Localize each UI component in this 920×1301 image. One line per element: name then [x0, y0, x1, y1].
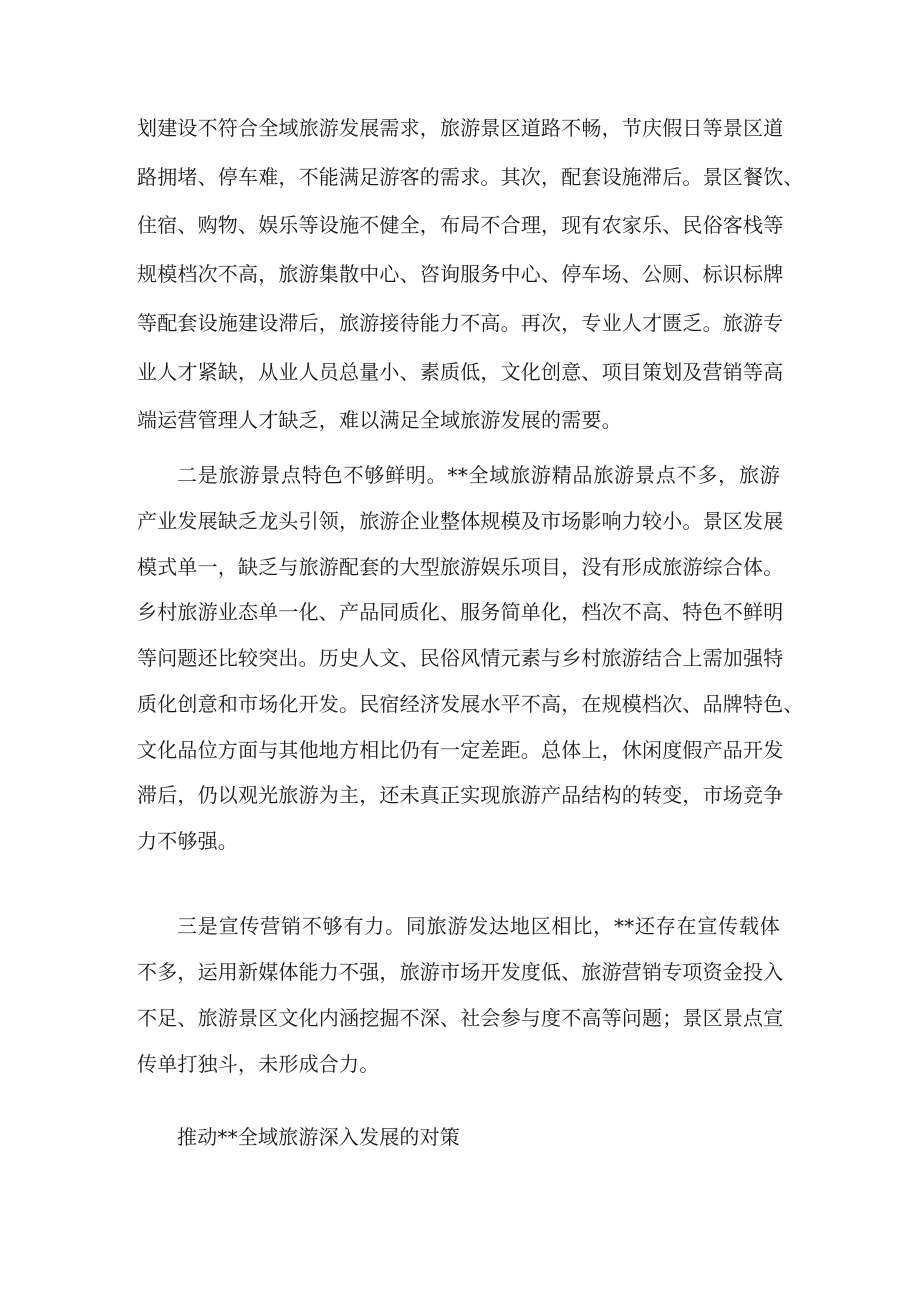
- paragraph-marketing: [137, 903, 784, 1087]
- text-line: 文化品位方面与其他地方相比仍有一定差距。总体上，休闲度假产品开发: [137, 737, 784, 762]
- text-line: 力不够强。: [137, 829, 238, 853]
- paragraph-attractions: [137, 453, 804, 865]
- text-line: 二是旅游景点特色不够鲜明。**全域旅游精品旅游景点不多，旅游: [177, 463, 780, 487]
- text-line: 模式单一，缺乏与旅游配套的大型旅游娱乐项目，没有形成旅游综合体。: [137, 554, 784, 579]
- section-heading: [177, 1114, 460, 1160]
- heading-text: 推动**全域旅游深入发展的对策: [177, 1125, 460, 1149]
- text-line: 产业发展缺乏龙头引领，旅游企业整体规模及市场影响力较小。景区发展: [137, 508, 784, 533]
- text-line: 质化创意和市场化开发。民宿经济发展水平不高，在规模档次、品牌特色、: [137, 691, 804, 716]
- text-line: 三是宣传营销不够有力。同旅游发达地区相比，**还存在宣传载体: [177, 914, 780, 938]
- text-line: 划建设不符合全域旅游发展需求，旅游景区道路不畅，节庆假日等景区道: [137, 116, 784, 140]
- text-line: 乡村旅游业态单一化、产品同质化、服务简单化，档次不高、特色不鲜明: [137, 600, 784, 625]
- text-line: 不足、旅游景区文化内涵挖掘不深、社会参与度不高等问题；景区景点宣: [137, 1006, 784, 1030]
- text-line: 等问题还比较突出。历史人文、民俗风情元素与乡村旅游结合上需加强特: [137, 646, 784, 670]
- text-line: 规模档次不高，旅游集散中心、咨询服务中心、停车场、公厕、标识标牌: [137, 262, 784, 287]
- text-line: 业人才紧缺，从业人员总量小、素质低，文化创意、项目策划及营销等高: [137, 359, 784, 384]
- text-line: 滞后，仍以观光旅游为主，还未真正实现旅游产品结构的转变，市场竞争: [137, 783, 784, 808]
- text-line: 传单打独斗，未形成合力。: [137, 1052, 380, 1076]
- text-line: 路拥堵、停车难，不能满足游客的需求。其次，配套设施滞后。景区餐饮、: [137, 164, 804, 189]
- text-line: 住宿、购物、娱乐等设施不健全，布局不合理，现有农家乐、民俗客栈等: [137, 213, 784, 238]
- text-line: 等配套设施建设滞后，旅游接待能力不高。再次，专业人才匮乏。旅游专: [137, 310, 784, 335]
- text-line: 端运营管理人才缺乏，难以满足全域旅游发展的需要。: [137, 408, 622, 433]
- paragraph-infrastructure: [137, 104, 804, 445]
- text-line: 不多，运用新媒体能力不强，旅游市场开发度低、旅游营销专项资金投入: [137, 960, 784, 984]
